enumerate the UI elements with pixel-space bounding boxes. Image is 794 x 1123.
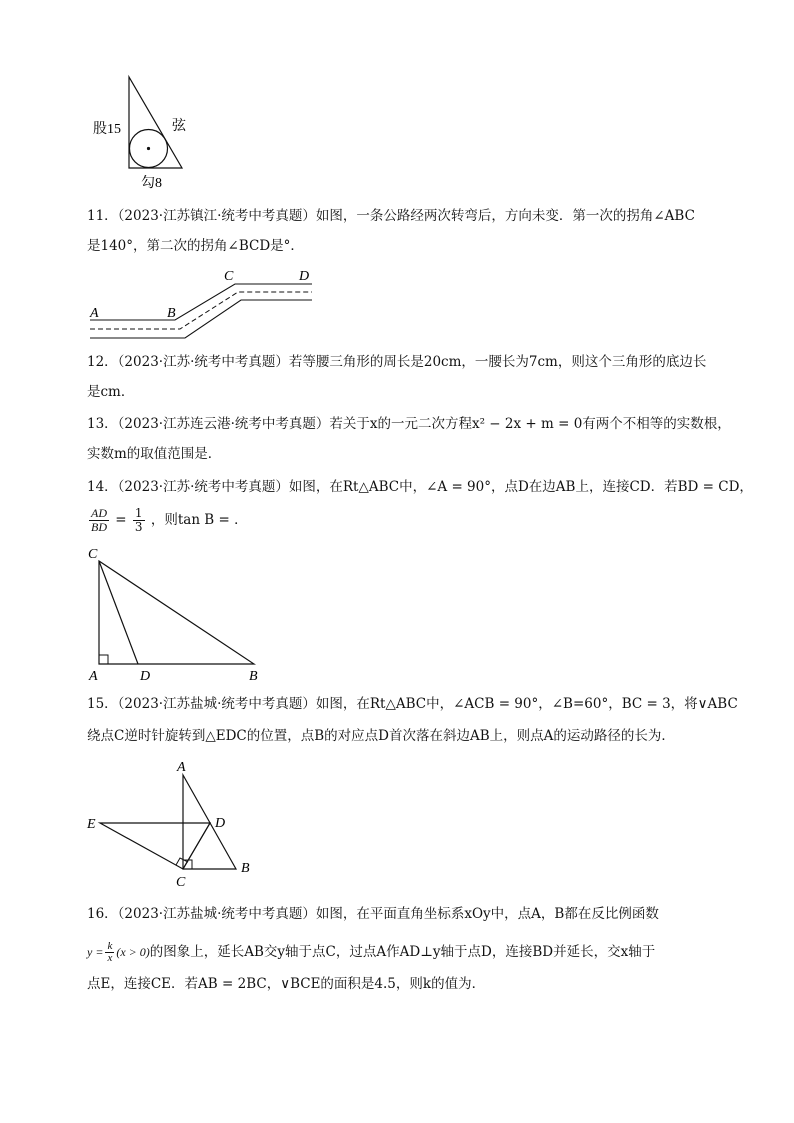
q13-line2: 实数m的取值范围是．	[87, 446, 222, 462]
q11-label-c: C	[224, 269, 234, 284]
q14-ratio-den: BD	[91, 520, 107, 534]
q16-func-cond: (x > 0)	[116, 945, 150, 959]
q16-line2	[87, 941, 655, 964]
q16-line3: 点E，连接CE．若AB = 2BC，∨BCE的面积是4.5，则k的值为．	[87, 976, 486, 992]
q13-line1: 13．（2023·江苏连云港·统考中考真题）若关于x的一元二次方程x² − 2x + m = 0有两个不相等的实数根，	[87, 416, 731, 432]
q15-label-e: E	[87, 817, 96, 832]
q12-line2: 是cm．	[87, 384, 135, 400]
q16-func-den: x	[107, 952, 113, 964]
q11-label-d: D	[299, 269, 310, 284]
q12-line1: 12．（2023·江苏·统考中考真题）若等腰三角形的周长是20cm，一腰长为7cm，则这个三角形的底边长	[87, 354, 707, 370]
q14-label-c: C	[88, 547, 98, 562]
fig10-leg-label: 股15	[93, 122, 121, 137]
q14-label-b: B	[249, 669, 258, 684]
q15-label-c: C	[176, 875, 186, 890]
q15-label-b: B	[241, 861, 250, 876]
q15-label-a: A	[177, 760, 186, 775]
q16-func-lhs: y =	[87, 945, 104, 959]
q14-equals: =	[115, 512, 127, 528]
q14-line1: 14．（2023·江苏·统考中考真题）如图，在Rt△ABC中，∠A = 90°，点D在边AB上，连接CD．若BD = CD，	[87, 479, 753, 495]
q16-line1: 16．（2023·江苏盐城·统考中考真题）如图，在平面直角坐标系xOy中，点A，B都在反比例函数	[87, 906, 659, 922]
q15-label-d: D	[215, 816, 226, 831]
q11-label-b: B	[167, 306, 176, 321]
q15-line2: 绕点C逆时针旋转到△EDC的位置，点B的对应点D首次落在斜边AB上，则点A的运动路径的长为．	[87, 728, 675, 744]
q16-func-fraction	[105, 941, 114, 964]
q14-ratio-num: AD	[91, 506, 107, 520]
q14-tail: ，则tan B = ．	[150, 512, 248, 528]
q16-line2-tail: 的图象上，延长AB交y轴于点C，过点A作AD⊥y轴于点D，连接BD并延长，交x轴于	[149, 944, 656, 960]
q11-line1: 11．（2023·江苏镇江·统考中考真题）如图，一条公路经两次转弯后，方向未变．第一次的拐角∠ABC	[87, 208, 695, 224]
q11-label-a: A	[90, 306, 99, 321]
fig10-hyp-label: 弦	[172, 119, 186, 134]
q14-value-num: 1	[134, 506, 143, 520]
q16-func-num: k	[107, 940, 113, 952]
q15-line1: 15．（2023·江苏盐城·统考中考真题）如图，在Rt△ABC中，∠ACB = 90°，∠B=60°，BC = 3，将∨ABC	[87, 696, 738, 712]
q14-label-d: D	[140, 669, 151, 684]
q14-value-den: 3	[134, 520, 143, 534]
q14-label-a: A	[89, 669, 98, 684]
fig10-base-label: 勾8	[141, 176, 162, 191]
q11-line2: 是140°，第二次的拐角∠BCD是°．	[87, 238, 304, 254]
